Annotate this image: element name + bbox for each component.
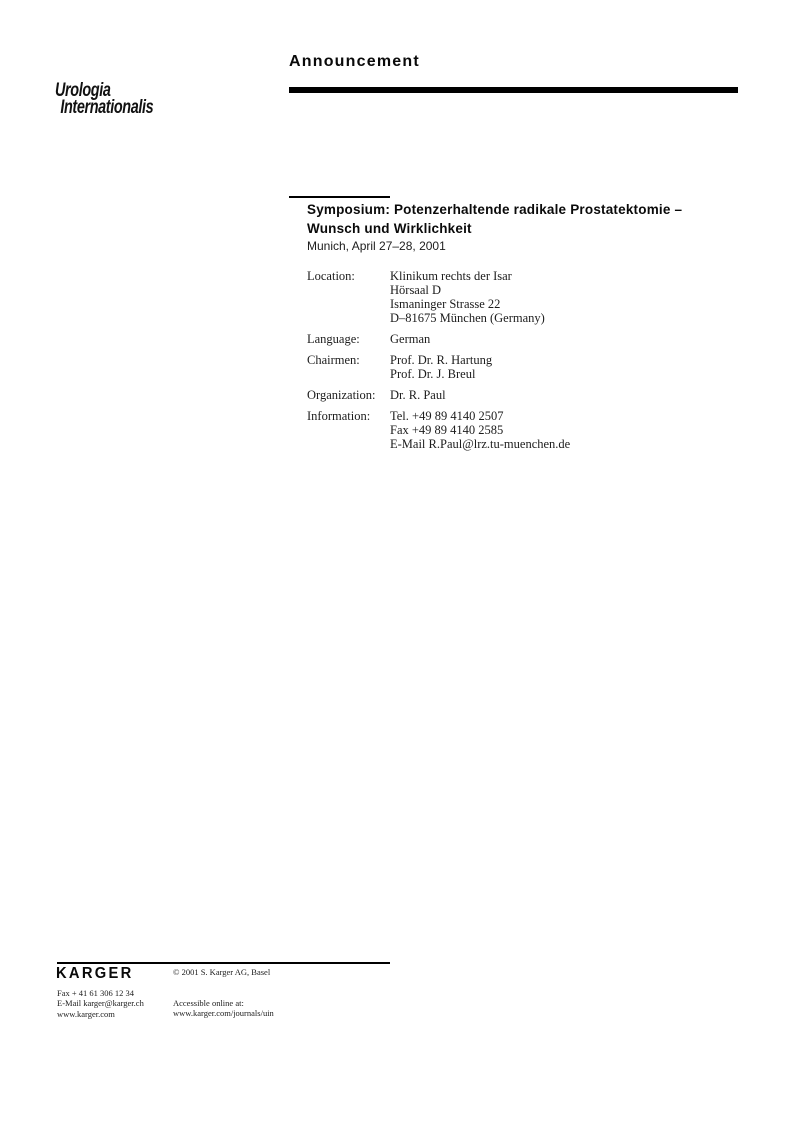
detail-value bbox=[390, 409, 737, 451]
journal-logo-line1: Urologia bbox=[55, 80, 111, 101]
journal-logo-line2: Internationalis bbox=[60, 96, 154, 118]
detail-row bbox=[307, 388, 737, 402]
detail-label: Information: bbox=[307, 409, 371, 423]
detail-label: Organization: bbox=[307, 388, 376, 402]
detail-line: German bbox=[390, 332, 431, 346]
section-rule-bar bbox=[289, 87, 738, 93]
publisher-contact-line: www.karger.com bbox=[57, 1008, 115, 1019]
detail-line: D–81675 München (Germany) bbox=[390, 311, 545, 325]
detail-row bbox=[307, 353, 737, 381]
detail-row bbox=[307, 332, 737, 346]
copyright-notice: © 2001 S. Karger AG, Basel bbox=[173, 967, 271, 977]
detail-label: Chairmen: bbox=[307, 353, 360, 367]
article-top-rule bbox=[289, 196, 390, 198]
detail-line: Prof. Dr. R. Hartung bbox=[390, 353, 493, 367]
section-title: Announcement bbox=[289, 53, 420, 70]
symposium-title-line1: Symposium: Potenzerhaltende radikale Prostatektomie – bbox=[307, 202, 683, 217]
detail-row bbox=[307, 269, 737, 325]
symposium-title bbox=[307, 201, 727, 238]
detail-line: Prof. Dr. J. Breul bbox=[390, 367, 476, 381]
detail-line: E-Mail R.Paul@lrz.tu-muenchen.de bbox=[390, 437, 571, 451]
publisher-contact-line: Fax + 41 61 306 12 34 bbox=[57, 988, 135, 998]
detail-line: Dr. R. Paul bbox=[390, 388, 446, 402]
publisher-logo: KARGER bbox=[56, 965, 134, 982]
online-access-line: Accessible online at: bbox=[173, 998, 244, 1008]
detail-line: Fax +49 89 4140 2585 bbox=[390, 423, 504, 437]
online-access-info bbox=[173, 998, 274, 1019]
detail-label: Language: bbox=[307, 332, 360, 346]
detail-line: Tel. +49 89 4140 2507 bbox=[390, 409, 504, 423]
detail-line: Hörsaal D bbox=[390, 283, 442, 297]
detail-value bbox=[390, 332, 737, 346]
detail-label: Location: bbox=[307, 269, 355, 283]
online-access-line: www.karger.com/journals/uin bbox=[173, 1008, 274, 1019]
journal-logo bbox=[55, 80, 154, 118]
detail-line: Klinikum rechts der Isar bbox=[390, 269, 512, 283]
detail-value bbox=[390, 388, 737, 402]
publisher-contact-line: E-Mail karger@karger.ch bbox=[57, 998, 144, 1009]
event-date: Munich, April 27–28, 2001 bbox=[307, 239, 446, 253]
detail-value bbox=[390, 353, 737, 381]
publisher-contact bbox=[57, 988, 144, 1019]
details-list bbox=[307, 269, 737, 458]
detail-line: Ismaninger Strasse 22 bbox=[390, 297, 501, 311]
symposium-title-line2: Wunsch und Wirklichkeit bbox=[307, 220, 472, 236]
detail-value bbox=[390, 269, 737, 325]
detail-row bbox=[307, 409, 737, 451]
footer-rule bbox=[57, 962, 390, 964]
